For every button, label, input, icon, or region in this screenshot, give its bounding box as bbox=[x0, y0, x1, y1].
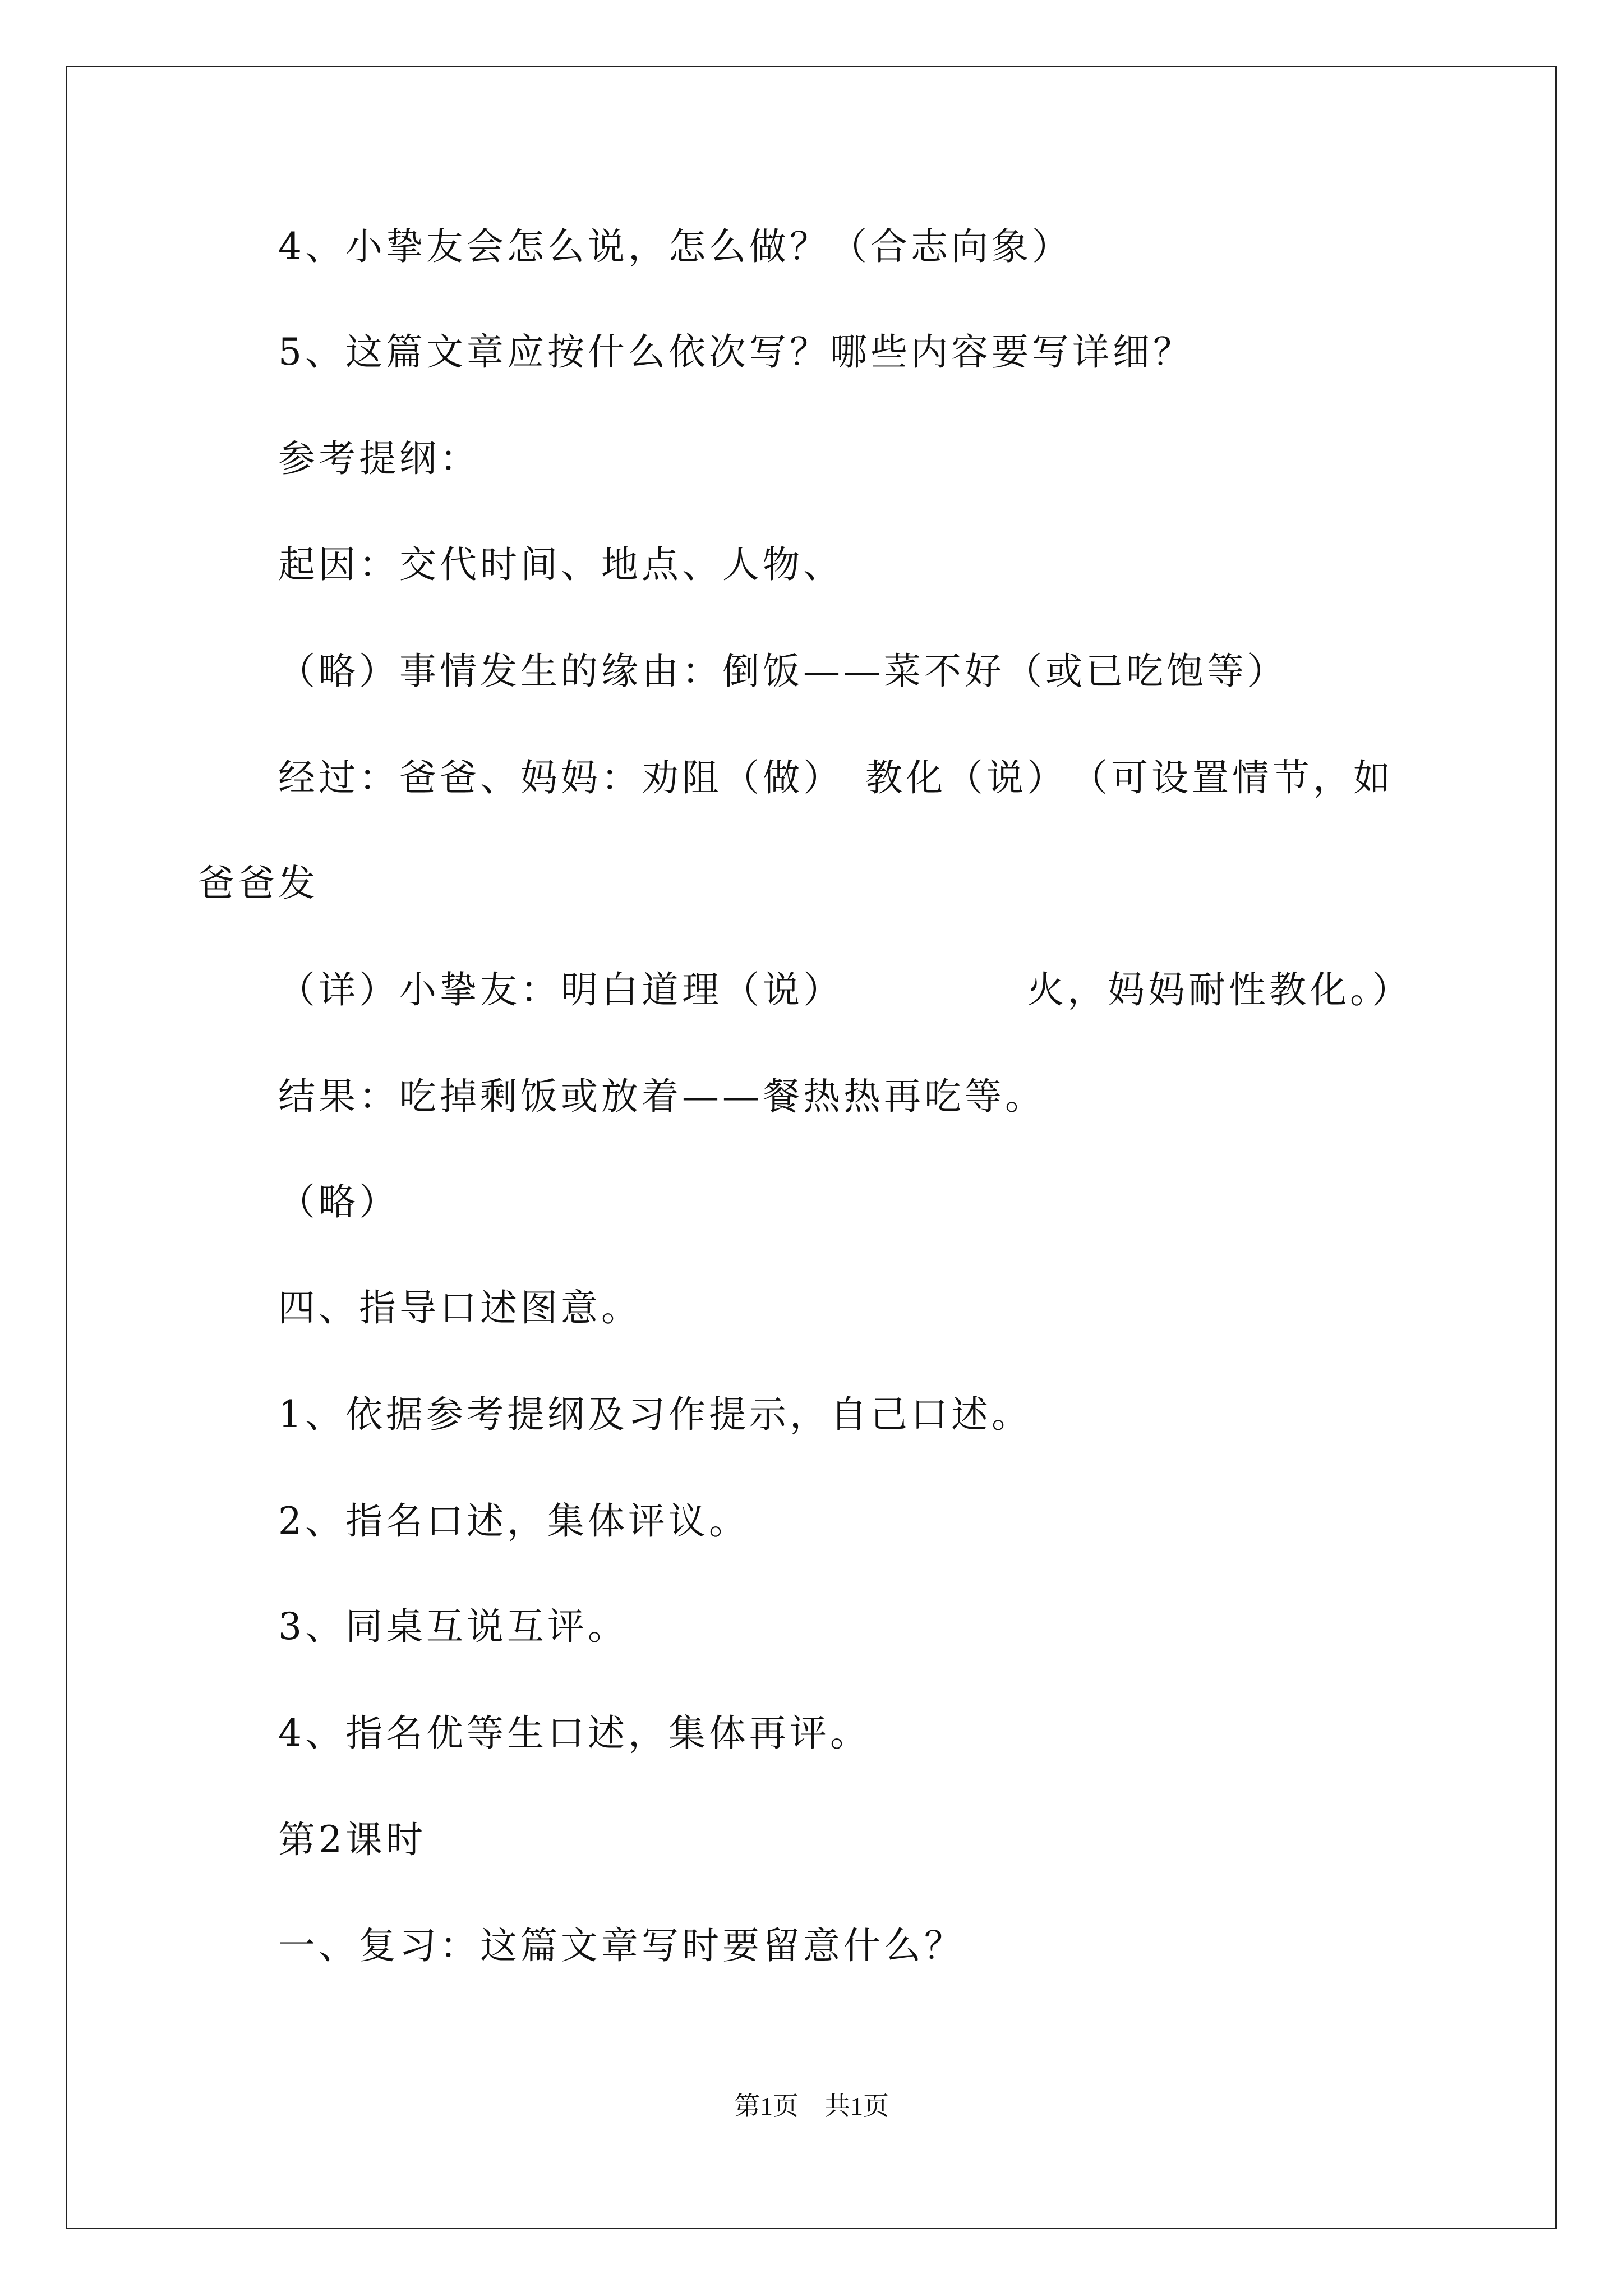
text-line-14: 3、同桌互说互评。 bbox=[278, 1605, 628, 1648]
page-footer: 第1页 共1页 bbox=[734, 2092, 889, 2120]
text-line-7: 爸爸发 bbox=[197, 862, 319, 905]
text-line-15: 4、指名优等生口述，集体再评。 bbox=[278, 1711, 870, 1755]
text-line-12: 1、依据参考提纲及习作提示，自己口述。 bbox=[278, 1393, 1032, 1436]
page-border bbox=[66, 66, 1557, 2229]
text-line-9: 结果：吃掉剩饭或放着——餐热热再吃等。 bbox=[278, 1075, 1045, 1118]
section-heading-4: 四、指导口述图意。 bbox=[278, 1286, 642, 1329]
text-line-10: （略） bbox=[278, 1180, 399, 1223]
text-line-8: （详）小挚友：明白道理（说） 火，妈妈耐性教化。） bbox=[278, 968, 1412, 1011]
text-line-2: 5、这篇文章应按什么依次写？哪些内容要写详细？ bbox=[278, 330, 1193, 374]
text-line-13: 2、指名口述，集体评议。 bbox=[278, 1499, 749, 1543]
lesson-heading: 第2课时 bbox=[278, 1818, 426, 1861]
section-heading-1: 一、复习：这篇文章写时要留意什么？ bbox=[278, 1924, 965, 1967]
text-line-6: 经过：爸爸、妈妈：劝阻（做） 教化（说） （可设置情节，如 bbox=[278, 756, 1394, 799]
text-line-5: （略）事情发生的缘由：倒饭——菜不好（或已吃饱等） bbox=[278, 650, 1288, 693]
text-line-1: 4、小挚友会怎么说，怎么做？（合志向象） bbox=[278, 225, 1072, 268]
text-line-4: 起因：交代时间、地点、人物、 bbox=[278, 543, 843, 586]
text-line-3: 参考提纲： bbox=[278, 437, 480, 480]
